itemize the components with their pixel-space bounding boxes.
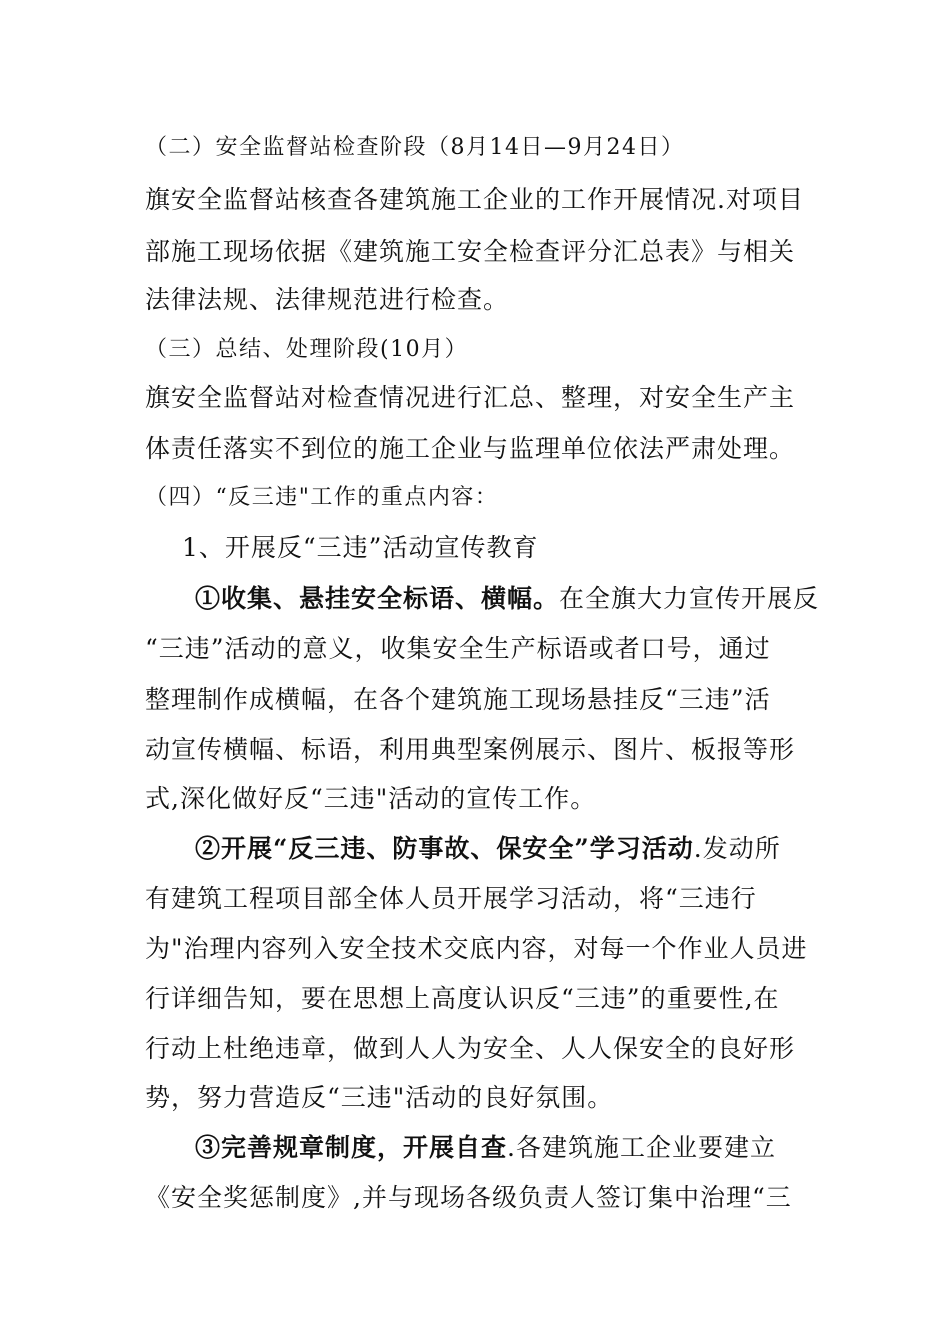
paragraph-line: 旗安全监督站核查各建筑施工企业的工作开展情况.对项目: [145, 185, 804, 214]
paragraph-line: 整理制作成横幅，在各个建筑施工现场悬挂反“三违”活: [145, 685, 771, 714]
subsection-heading: 1、开展反“三违”活动宣传教育: [182, 533, 539, 562]
paragraph-line: 部施工现场依据《建筑施工安全检查评分汇总表》与相关: [145, 237, 796, 266]
paragraph-line: 为"治理内容列入安全技术交底内容，对每一个作业人员进: [145, 934, 808, 963]
paragraph-line: 式,深化做好反“三违"活动的宣传工作。: [145, 784, 597, 813]
paragraph-line: 势，努力营造反“三违"活动的良好氛围。: [145, 1083, 614, 1112]
paragraph-line: [195, 832, 781, 866]
paragraph-line: “三违”活动的意义，收集安全生产标语或者口号，通过: [145, 634, 771, 663]
paragraph-line: [195, 1131, 776, 1165]
paragraph-line: 有建筑工程项目部全体人员开展学习活动，将“三违行: [145, 884, 757, 913]
paragraph-line: 行动上杜绝违章，做到人人为安全、人人保安全的良好形: [145, 1034, 796, 1063]
item-text: .发动所: [693, 834, 781, 863]
section-heading-inspection-stage: （二）安全监督站检查阶段（8月14日—9月24日）: [145, 135, 685, 160]
item-heading-bold: ②开展“反三违、防事故、保安全”学习活动: [195, 834, 694, 863]
paragraph-line: 体责任落实不到位的施工企业与监理单位依法严肃处理。: [145, 434, 796, 463]
paragraph-line: 法律法规、法律规范进行检查。: [145, 285, 510, 314]
item-text: 在全旗大力宣传开展反: [559, 584, 820, 613]
paragraph-line: [195, 582, 819, 616]
paragraph-line: 《安全奖惩制度》,并与现场各级负责人签订集中治理“三: [145, 1183, 792, 1212]
item-heading-bold: ③完善规章制度，开展自查: [195, 1133, 508, 1162]
item-heading-bold: ①收集、悬挂安全标语、横幅。: [195, 584, 560, 613]
paragraph-line: 行详细告知，要在思想上高度认识反“三违”的重要性,在: [145, 984, 780, 1013]
paragraph-line: 旗安全监督站对检查情况进行汇总、整理，对安全生产主: [145, 383, 796, 412]
section-heading-key-content: （四）“反三违"工作的重点内容：: [145, 485, 499, 510]
section-heading-summary-stage: （三）总结、处理阶段(10月）: [145, 337, 469, 362]
item-text: .各建筑施工企业要建立: [507, 1133, 776, 1162]
paragraph-line: 动宣传横幅、标语，利用典型案例展示、图片、板报等形: [145, 735, 796, 764]
